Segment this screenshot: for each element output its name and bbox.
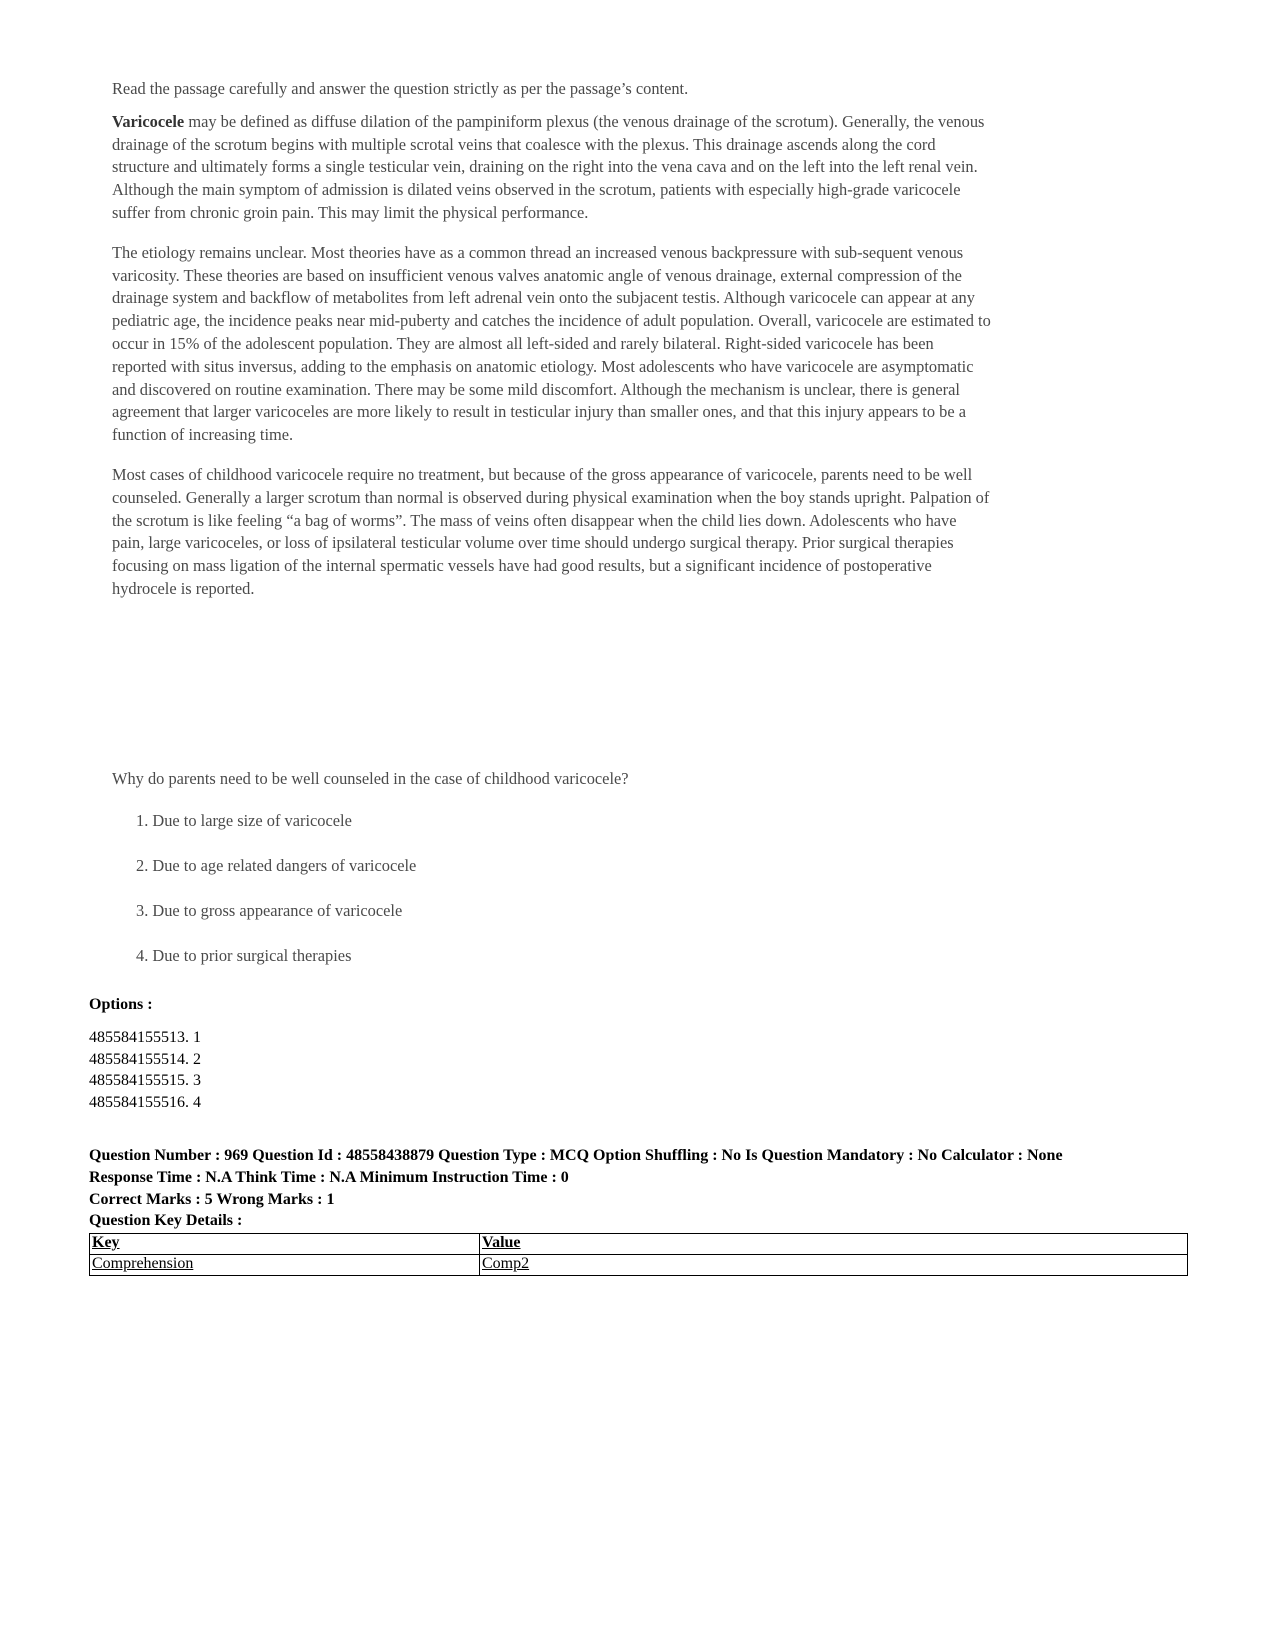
question-text: Why do parents need to be well counseled in the case of childhood varicocele? (112, 769, 629, 788)
question-choices (136, 810, 416, 990)
question-key-table (89, 1233, 1188, 1276)
passage-instruction: Read the passage carefully and answer the question strictly as per the passage’s content. (112, 79, 689, 98)
question-choice: 1. Due to large size of varicocele (136, 811, 352, 830)
table-header-key: Key (90, 1234, 480, 1255)
option-item: 485584155515. 3 (89, 1072, 201, 1089)
question-choice: 3. Due to gross appearance of varicocele (136, 901, 403, 920)
question-choice: 4. Due to prior surgical therapies (136, 946, 352, 965)
table-header-row (90, 1234, 1188, 1255)
passage-lead-word: Varicocele (112, 111, 185, 131)
question-meta-line-4: Question Key Details : (89, 1212, 243, 1230)
option-item: 485584155513. 1 (89, 1029, 201, 1046)
table-cell-value: Comp2 (480, 1255, 1188, 1276)
passage-paragraph-2: The etiology remains unclear. Most theories have as a common thread an increased venous backpressure with sub-sequent venous varicosity. These theories are based on insufficient venous valves anatomic angle of venous drainage, external compression of the drainage system and backflow of metabolites from left adrenal vein onto the subjacent testis. Although varicocele can appear at any pediatric age, the incidence peaks near mid-puberty and catches the incidence of adult population. Overall, varicocele are estimated to occur in 15% of the adolescent population. They are almost all left-sided and rarely bilateral. Right-sided varicocele has been reported with situs inversus, adding to the emphasis on anatomic etiology. Most adolescents who have varicocele are asymptomatic and discovered on routine examination. There may be some mild discomfort. Although the mechanism is unclear, there is general agreement that larger varicoceles are more likely to result in testicular injury than smaller ones, and that this injury appears to be a function of increasing time. (112, 242, 991, 445)
question-scan-image (112, 78, 992, 965)
passage-paragraph-1 (112, 111, 992, 225)
question-choice: 2. Due to age related dangers of varicocele (136, 856, 417, 875)
passage-paragraph-1-text: may be defined as diffuse dilation of the pampiniform plexus (the venous drainage of the scrotum). Generally, the venous drainage of the scrotum begins with multiple scrotal veins that coalesce with the plexus. This drainage ascends along the cord structure and ultimately forms a single testicular vein, draining on the right into the vena cava and on the left into the left renal vein. Although the main symptom of admission is dilated veins observed in the scrotum, patients with especially high-grade varicocele suffer from chronic groin pain. This may limit the physical performance. (112, 111, 985, 222)
question-meta-line-1: Question Number : 969 Question Id : 48558438879 Question Type : MCQ Option Shuffling : No Is Question Mandatory : No Calculator : None (89, 1147, 1063, 1164)
option-item: 485584155516. 4 (89, 1093, 201, 1111)
question-meta-line-3: Correct Marks : 5 Wrong Marks : 1 (89, 1190, 335, 1208)
table-header-value: Value (480, 1234, 1188, 1255)
table-row (90, 1255, 1188, 1276)
passage-paragraph-3: Most cases of childhood varicocele require no treatment, but because of the gross appearance of varicocele, parents need to be well counseled. Generally a larger scrotum than normal is observed during physical examination when the boy stands upright. Palpation of the scrotum is like feeling “a bag of worms”. The mass of veins often disappear when the child lies down. Adolescents who have pain, large varicoceles, or loss of ipsilateral testicular volume over time should undergo surgical therapy. Prior surgical therapies focusing on mass ligation of the internal spermatic vessels have had good results, but a significant incidence of postoperative hydrocele is reported. (112, 464, 990, 598)
question-meta-line-2: Response Time : N.A Think Time : N.A Minimum Instruction Time : 0 (89, 1168, 569, 1186)
options-list (89, 1027, 201, 1113)
option-item: 485584155514. 2 (89, 1050, 201, 1068)
table-cell-key: Comprehension (90, 1255, 480, 1276)
options-title: Options : (89, 996, 153, 1013)
question-metadata (89, 1145, 1199, 1232)
